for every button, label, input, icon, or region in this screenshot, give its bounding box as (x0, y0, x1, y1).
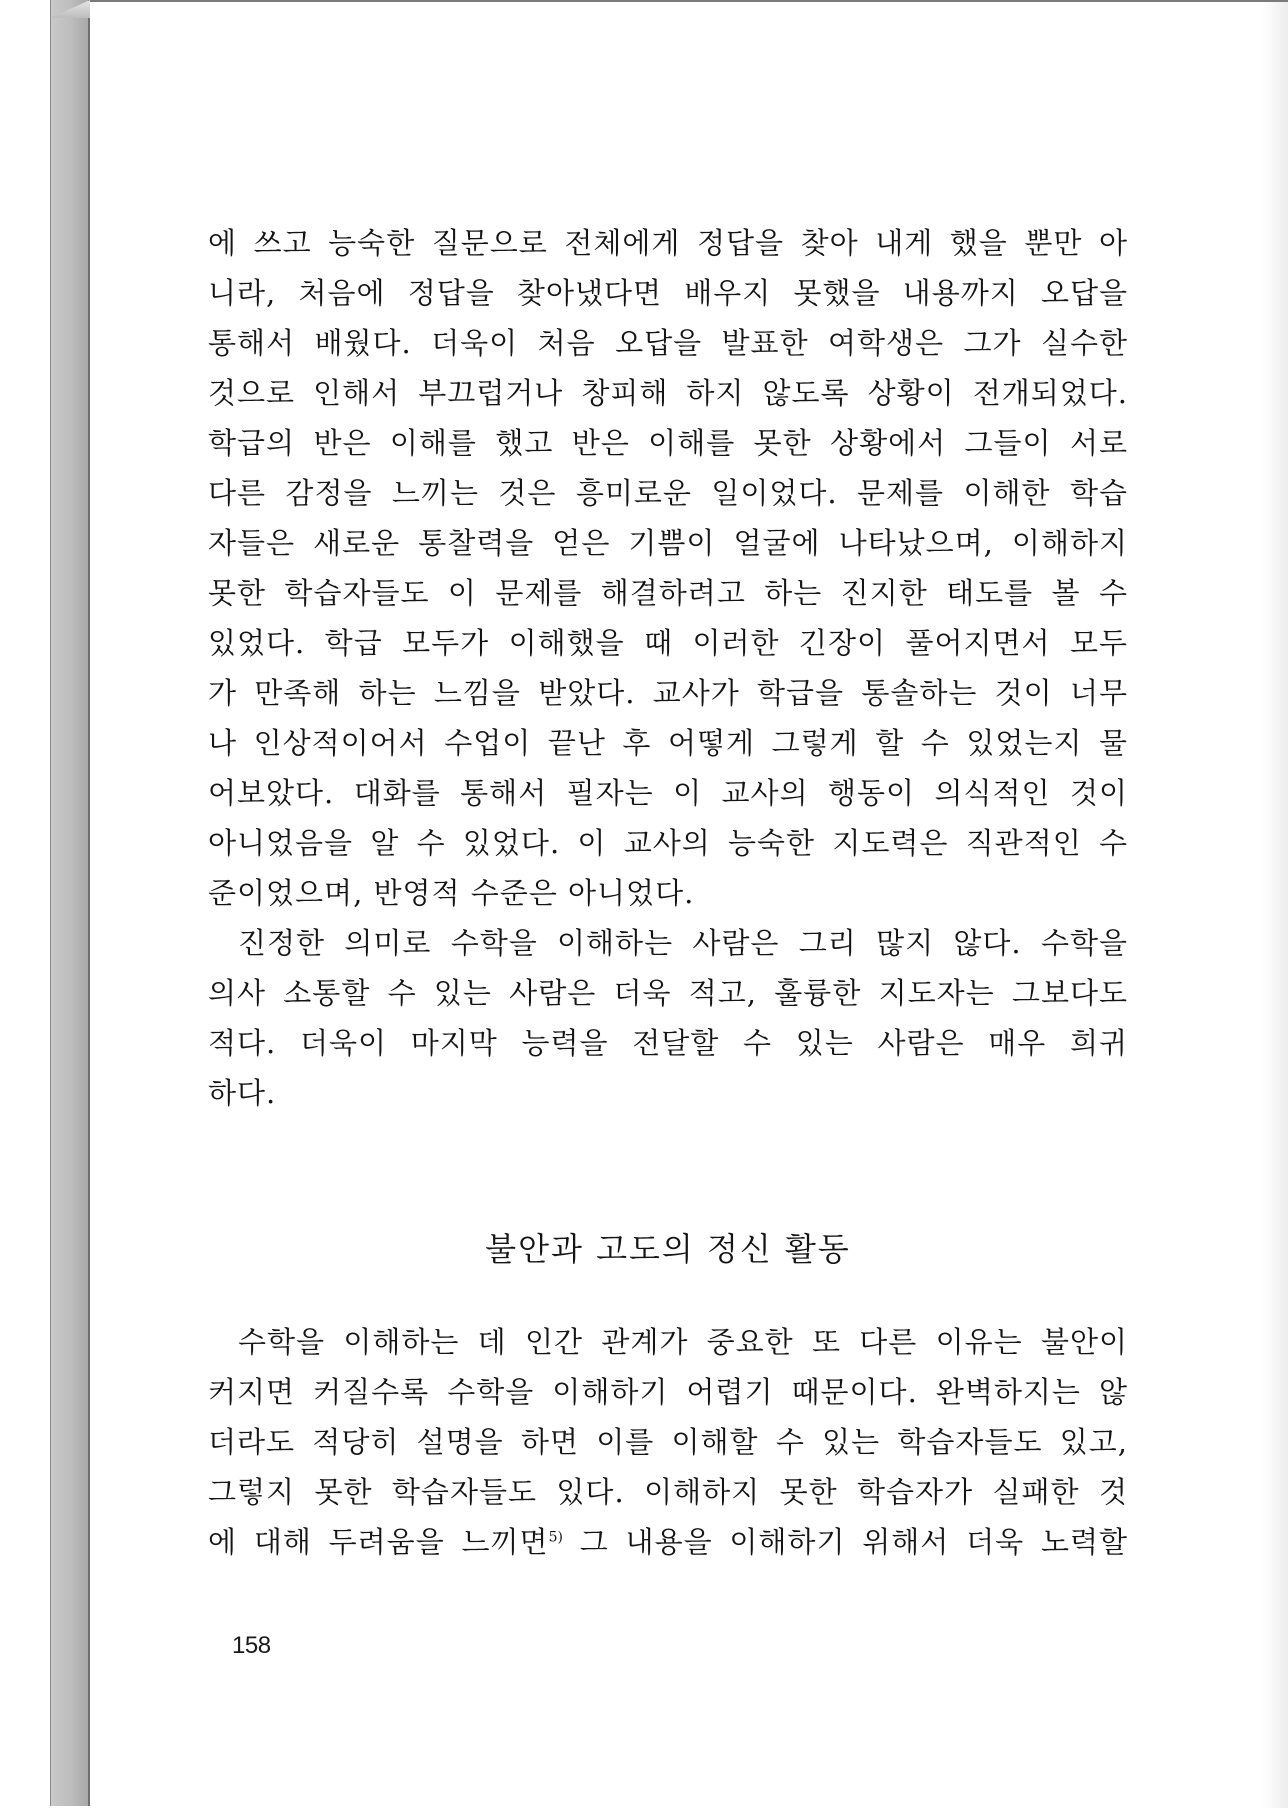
text-line: 더라도 적당히 설명을 하면 이를 이해할 수 있는 학습자들도 있고, (208, 1425, 1128, 1459)
text-line: 준이었으며, 반영적 수준은 아니었다. (208, 876, 695, 910)
section-heading: 불안과 고도의 정신 활동 (485, 1230, 851, 1268)
text-line: 가 만족해 하는 느낌을 받았다. 교사가 학급을 통솔하는 것이 너무 (208, 676, 1128, 710)
text-line: 진정한 의미로 수학을 이해하는 사람은 그리 많지 않다. 수학을 (238, 926, 1128, 960)
text-line: 못한 학습자들도 이 문제를 해결하려고 하는 진지한 태도를 볼 수 (208, 576, 1128, 610)
text-segment: 에 대해 두려움을 느끼면 (208, 1525, 549, 1559)
text-line (208, 1517, 1128, 1567)
footnote-marker: 5) (548, 1529, 563, 1546)
book-spine (50, 0, 90, 1806)
page-edge-shadow (1262, 2, 1288, 1808)
text-line: 커지면 커질수록 수학을 이해하기 어렵기 때문이다. 완벽하지는 않 (208, 1375, 1128, 1409)
text-line: 통해서 배웠다. 더욱이 처음 오답을 발표한 여학생은 그가 실수한 (208, 326, 1128, 360)
text-line: 그렇지 못한 학습자들도 있다. 이해하지 못한 학습자가 실패한 것 (208, 1475, 1128, 1509)
text-line: 수학을 이해하는 데 인간 관계가 중요한 또 다른 이유는 불안이 (238, 1325, 1128, 1359)
text-line: 학급의 반은 이해를 했고 반은 이해를 못한 상황에서 그들이 서로 (208, 426, 1128, 460)
text-segment: 그 내용을 이해하기 위해서 더욱 노력할 (562, 1525, 1128, 1559)
text-line: 어보았다. 대화를 통해서 필자는 이 교사의 행동이 의식적인 것이 (208, 776, 1128, 810)
page-number: 158 (232, 1632, 271, 1659)
body-text-top (208, 218, 1128, 1118)
text-line: 있었다. 학급 모두가 이해했을 때 이러한 긴장이 풀어지면서 모두 (208, 626, 1128, 660)
text-line: 나 인상적이어서 수업이 끝난 후 어떻게 그렇게 할 수 있었는지 물 (208, 726, 1128, 760)
text-line: 에 쓰고 능숙한 질문으로 전체에게 정답을 찾아 내게 했을 뿐만 아 (208, 226, 1128, 260)
text-line: 적다. 더욱이 마지막 능력을 전달할 수 있는 사람은 매우 희귀 (208, 1026, 1128, 1060)
text-line: 하다. (208, 1076, 277, 1110)
body-text-bottom (208, 1317, 1128, 1567)
text-line: 아니었음을 알 수 있었다. 이 교사의 능숙한 지도력은 직관적인 수 (208, 826, 1128, 860)
text-line: 의사 소통할 수 있는 사람은 더욱 적고, 훌륭한 지도자는 그보다도 (208, 976, 1128, 1010)
text-line: 다른 감정을 느끼는 것은 흥미로운 일이었다. 문제를 이해한 학습 (208, 476, 1128, 510)
text-line: 자들은 새로운 통찰력을 얻은 기쁨이 얼굴에 나타났으며, 이해하지 (208, 526, 1128, 560)
text-line: 것으로 인해서 부끄럽거나 창피해 하지 않도록 상황이 전개되었다. (208, 376, 1128, 410)
text-line: 니라, 처음에 정답을 찾아냈다면 배우지 못했을 내용까지 오답을 (208, 276, 1128, 310)
